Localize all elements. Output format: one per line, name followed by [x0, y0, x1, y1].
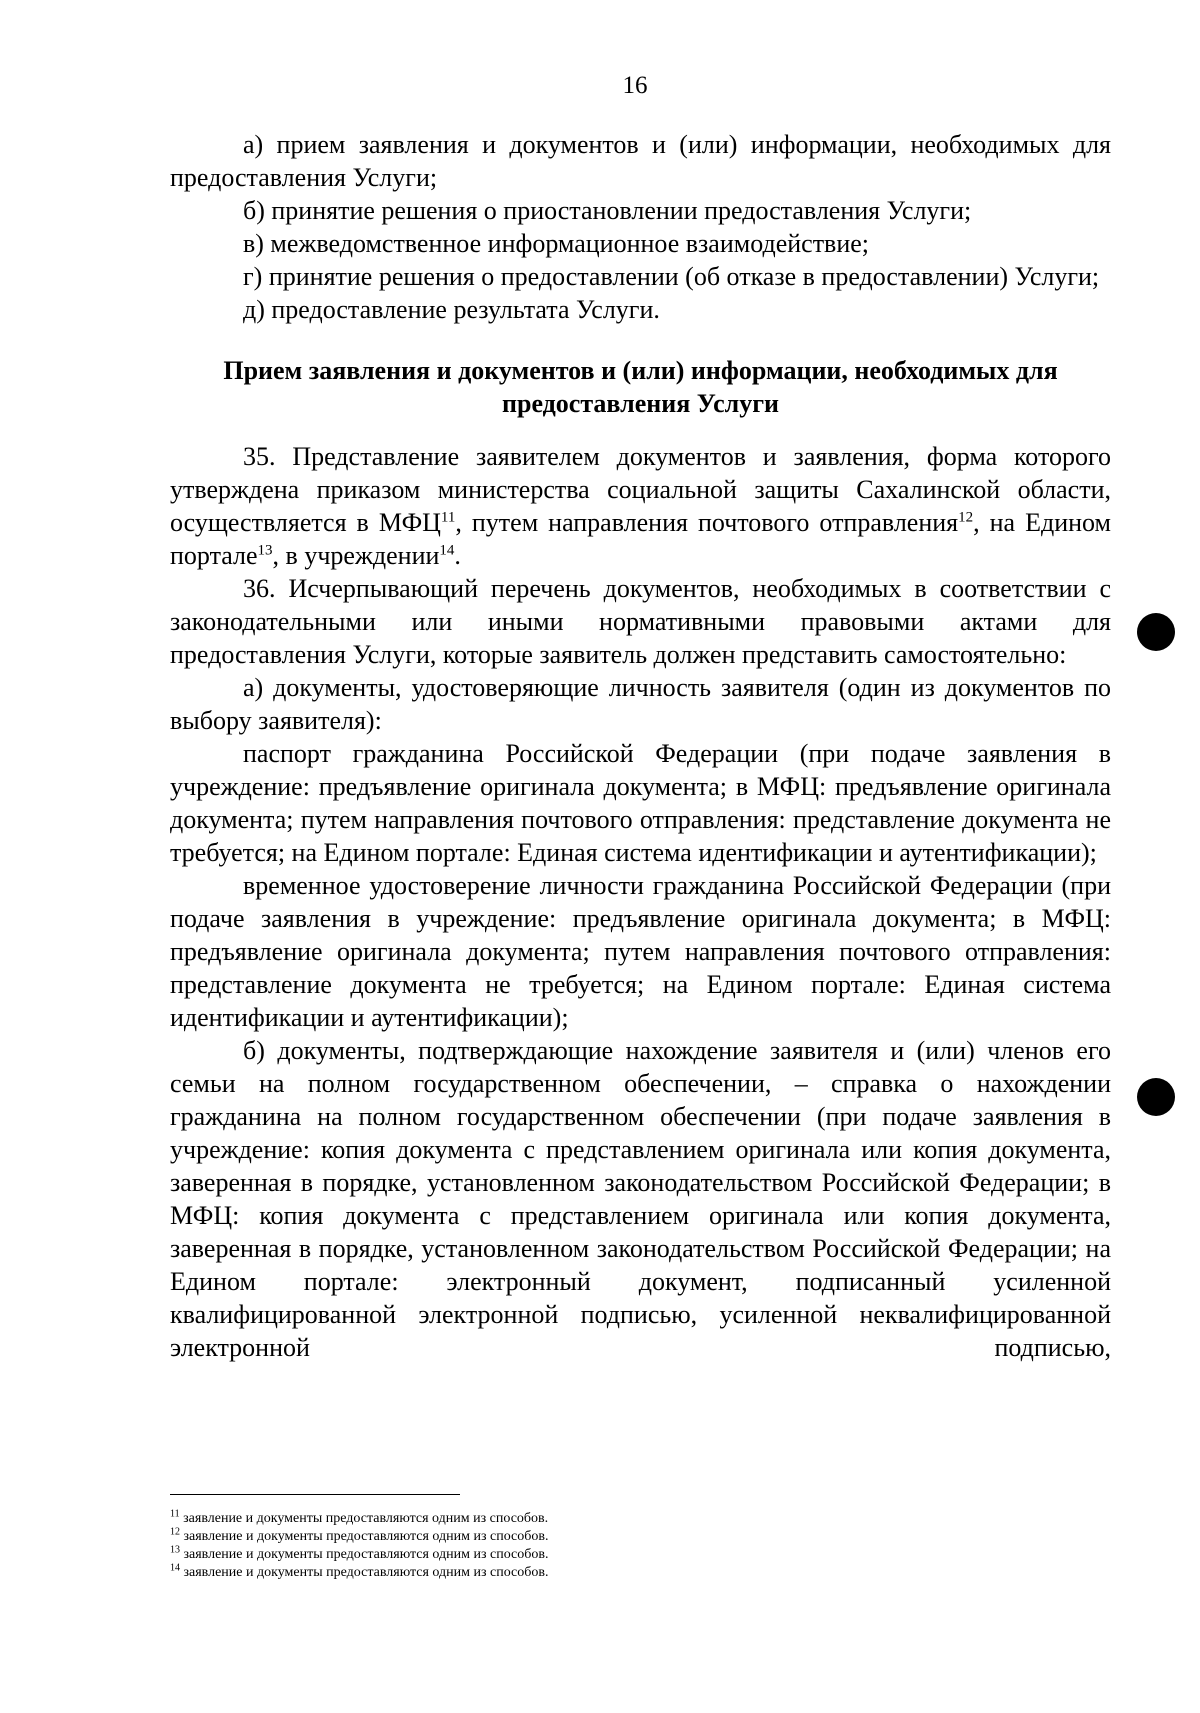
- footnote-text: заявление и документы предоставляются одним из способов.: [180, 1529, 549, 1544]
- footnote-ref-11: 11: [440, 509, 456, 526]
- list-item-c: в) межведомственное информационное взаимодействие;: [243, 229, 870, 258]
- list-item-a: а) прием заявления и документов и (или) информации, необходимых для предоставления Услуги;: [170, 130, 1111, 192]
- page-number: 16: [622, 72, 648, 99]
- footnote-text: заявление и документы предоставляются одним из способов.: [179, 1511, 549, 1526]
- footnote-14: [170, 1564, 1070, 1582]
- footnote-12: [170, 1528, 1070, 1546]
- para35-text-b: , путем направления почтового отправления: [455, 508, 959, 537]
- paragraph-36b: б) документы, подтверждающие нахождение заявителя и (или) членов его семьи на полном государственном обеспечении, – справка о нахождении гражданина на полном государственном обеспечении (при подаче заявления в учреждение: копия документа с представлением оригинала или копия документа, заверенная в порядке, установленном законодательством Российской Федерации; в МФЦ: копия документа с представлением оригинала или копия документа, заверенная в порядке, установленном законодательством Российской Федерации; на Едином портале: электронный документ, подписанный усиленной квалифицированной электронной подписью, усиленной неквалифицированной электронной подписью,: [170, 1036, 1111, 1362]
- footnote-13: [170, 1546, 1070, 1564]
- list-item-e: д) предоставление результата Услуги.: [243, 295, 660, 324]
- para35-text-d: , в учреждении: [272, 541, 440, 570]
- footnote-number: 11: [170, 1508, 180, 1520]
- footnote-11: [170, 1510, 1070, 1528]
- punch-hole-mark: [1137, 1078, 1175, 1116]
- punch-hole-mark: [1137, 613, 1175, 651]
- para35-text-a: 35. Представление заявителем документов и заявления, форма которого утверждена приказом министерства социальной защиты Сахалинской области, осуществляется в МФЦ: [170, 442, 1111, 537]
- footnote-ref-14: 14: [439, 542, 455, 559]
- section-heading: [170, 354, 1111, 420]
- para35-text-c: , на Едином портале: [170, 508, 1111, 570]
- section-heading-line1: Прием заявления и документов и (или) информации, необходимых для: [223, 356, 1058, 385]
- footnotes: [170, 1510, 1070, 1582]
- paragraph-36a: а) документы, удостоверяющие личность заявителя (один из документов по выбору заявителя):: [170, 673, 1111, 735]
- paragraph-36: 36. Исчерпывающий перечень документов, необходимых в соответствии с законодательными или иными нормативными правовыми актами для предоставления Услуги, которые заявитель должен представить самостоятельно:: [170, 574, 1111, 669]
- footnote-number: 12: [170, 1526, 180, 1538]
- footnote-ref-13: 13: [257, 542, 273, 559]
- footnote-ref-12: 12: [958, 509, 974, 526]
- list-item-b: б) принятие решения о приостановлении предоставления Услуги;: [243, 196, 972, 225]
- footnote-separator: [170, 1494, 460, 1495]
- document-body: [170, 128, 1111, 1364]
- footnote-text: заявление и документы предоставляются одним из способов.: [180, 1565, 549, 1580]
- passport-paragraph: паспорт гражданина Российской Федерации (при подаче заявления в учреждение: предъявление оригинала документа; в МФЦ: предъявление оригинала документа; путем направления почтового отправления: представление документа не требуется; на Едином портале: Единая система идентификации и аутентификации);: [170, 739, 1111, 867]
- footnote-number: 13: [170, 1544, 180, 1556]
- temporary-id-paragraph: временное удостоверение личности гражданина Российской Федерации (при подаче заявления в учреждение: предъявление оригинала документа; в МФЦ: предъявление оригинала документа; путем направления почтового отправления: представление документа не требуется; на Едином портале: Единая система идентификации и аутентификации);: [170, 871, 1111, 1032]
- footnote-number: 14: [170, 1562, 180, 1574]
- paragraph-35: [170, 440, 1111, 572]
- list-item-d: г) принятие решения о предоставлении (об отказе в предоставлении) Услуги;: [243, 262, 1100, 291]
- para35-text-e: .: [454, 541, 461, 570]
- section-heading-line2: предоставления Услуги: [502, 389, 779, 418]
- footnote-text: заявление и документы предоставляются одним из способов.: [180, 1547, 549, 1562]
